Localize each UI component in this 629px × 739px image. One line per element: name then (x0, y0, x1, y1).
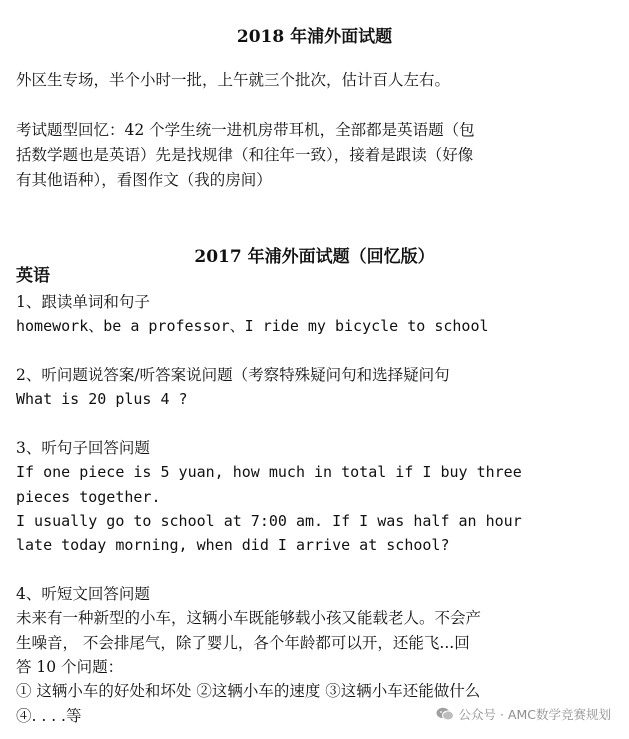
q4-line-5: ④. . . .等 (16, 707, 82, 725)
q4-line-1: 未来有一种新型的小车，这辆小车既能够载小孩又能载老人。不会产 (16, 609, 482, 627)
wechat-icon (436, 707, 454, 721)
q1-heading: 1、跟读单词和句子 (16, 293, 150, 311)
q4-heading: 4、听短文回答问题 (16, 585, 150, 603)
q2-line-1: What is 20 plus 4 ? (16, 390, 188, 408)
q1-line-1: homework、be a professor、I ride my bicycle to school (16, 317, 489, 335)
watermark (436, 704, 612, 724)
q4-line-2: 生噪音， 不会排尾气，除了婴儿，各个年龄都可以开，还能飞...回 (16, 634, 470, 652)
q3-line-4: late today morning, when did I arrive at school? (16, 536, 450, 554)
watermark-text: 公众号 · AMC数学竞赛规划 (458, 707, 611, 722)
recall-line-2: 括数学题也是英语）先是找规律（和往年一致），接着是跟读（好像 (16, 146, 474, 164)
q3-line-1: If one piece is 5 yuan, how much in total if I buy three (16, 463, 522, 481)
intro-2018: 外区生专场，半个小时一批，上午就三个批次，估计百人左右。 (16, 71, 451, 89)
recall-line-3: 有其他语种），看图作文（我的房间） (16, 171, 272, 189)
q2-heading: 2、听问题说答案/听答案说问题（考察特殊疑问句和选择疑问句 (16, 366, 450, 384)
q4-line-3: 答 10 个问题： (16, 658, 124, 676)
title-2017: 2017 年浦外面试题（回忆版） (194, 247, 435, 267)
title-2018: 2018 年浦外面试题 (236, 27, 393, 47)
q3-line-2: pieces together. (16, 488, 161, 506)
q3-line-3: I usually go to school at 7:00 am. If I was half an hour (16, 512, 522, 530)
q3-heading: 3、听句子回答问题 (16, 439, 150, 457)
q4-line-4: ① 这辆小车的好处和坏处 ②这辆小车的速度 ③这辆小车还能做什么 (16, 682, 481, 700)
subject-heading: 英语 (16, 266, 50, 286)
recall-line-1: 考试题型回忆：42 个学生统一进机房带耳机，全部都是英语题（包 (16, 121, 475, 139)
